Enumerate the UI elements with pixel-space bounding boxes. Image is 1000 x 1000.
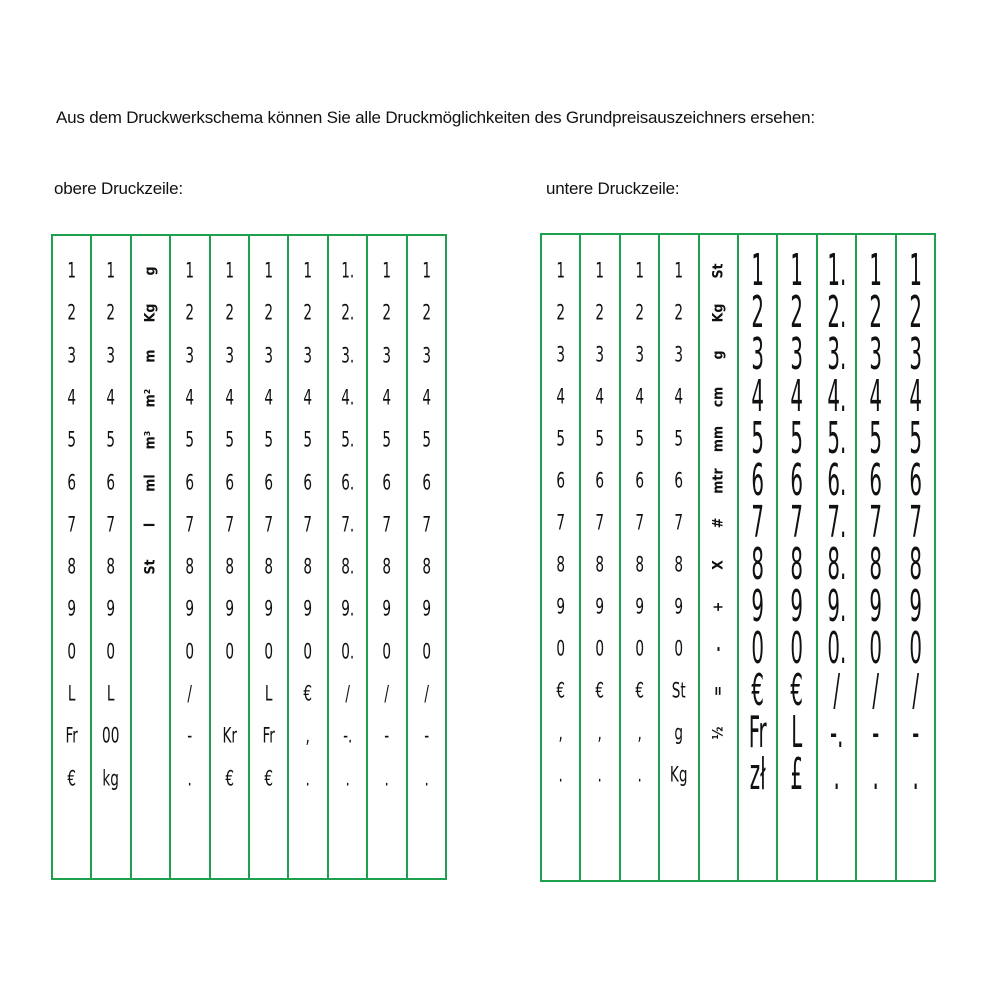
print-character: 4 <box>635 384 644 409</box>
lower-wheel-column <box>581 235 620 880</box>
print-character: 4 <box>869 371 883 422</box>
print-character: Fr <box>65 723 78 748</box>
print-character: ½ <box>710 726 727 740</box>
print-character: Fr <box>748 707 767 758</box>
print-character: 3 <box>422 343 431 368</box>
print-character: 7 <box>106 512 116 537</box>
print-character: g <box>674 720 684 745</box>
print-character: m <box>142 349 159 363</box>
print-character: £ <box>790 749 804 800</box>
print-character: € <box>790 665 804 716</box>
print-character: / <box>872 665 880 716</box>
upper-wheel-column <box>171 236 210 878</box>
print-character: 9 <box>422 596 431 621</box>
print-character: 4. <box>341 385 355 410</box>
print-character: 2. <box>341 300 355 325</box>
print-character: 2 <box>185 300 195 325</box>
print-character: 4 <box>224 385 234 410</box>
print-character: 8 <box>790 539 804 590</box>
print-character: 3 <box>106 343 116 368</box>
print-character: 7. <box>827 497 847 548</box>
print-character: - <box>384 723 390 748</box>
print-character: 6 <box>224 470 234 494</box>
print-character: 6 <box>264 470 274 494</box>
print-character: 1 <box>382 258 392 283</box>
print-character: 5 <box>185 427 195 452</box>
print-character: 9 <box>751 581 765 632</box>
upper-wheel-column <box>329 236 368 878</box>
print-character: 5. <box>827 413 847 464</box>
print-character: 4. <box>827 371 847 422</box>
print-character: m³ <box>142 430 159 450</box>
print-character: 2 <box>635 300 644 325</box>
print-character: 2 <box>674 300 684 325</box>
print-character: 8. <box>827 539 847 590</box>
print-character: ml <box>142 473 159 492</box>
print-character: kg <box>102 766 120 791</box>
print-character: / <box>187 681 193 706</box>
print-character: 0 <box>106 639 116 664</box>
print-character: 2. <box>827 287 847 338</box>
print-character: 3. <box>341 343 355 368</box>
print-character: 0 <box>751 623 765 674</box>
lower-wheel-column <box>739 235 778 880</box>
print-character: 6 <box>382 470 392 494</box>
print-character: = <box>710 685 727 697</box>
print-character: 2 <box>106 300 116 325</box>
print-character: 3 <box>869 329 883 380</box>
print-character: 7 <box>635 510 644 535</box>
print-character: € <box>556 678 566 703</box>
print-character: 2 <box>909 287 922 338</box>
upper-row-label: obere Druckzeile: <box>54 179 183 198</box>
print-character: . <box>637 762 642 787</box>
print-character: 0 <box>790 623 804 674</box>
lower-wheel-column <box>700 235 739 880</box>
print-character: 8 <box>67 554 77 579</box>
print-character: 00 <box>102 723 120 748</box>
lower-wheel-column <box>857 235 896 880</box>
print-character: 9 <box>595 594 605 619</box>
print-character: 1 <box>869 245 883 296</box>
print-character: m² <box>142 388 159 408</box>
print-character: Fr <box>262 723 275 748</box>
print-character: Kg <box>142 303 159 323</box>
print-character: 3 <box>556 342 566 367</box>
print-character: 3 <box>224 343 234 368</box>
print-character: 9 <box>556 594 566 619</box>
print-character: 8. <box>341 554 355 579</box>
print-character: - <box>710 646 727 652</box>
print-character: 2 <box>790 287 804 338</box>
print-character: 9. <box>341 596 355 621</box>
print-character: 3 <box>909 329 922 380</box>
print-character: 1 <box>595 258 605 283</box>
print-character: 9 <box>106 596 116 621</box>
print-character: 6. <box>341 470 355 494</box>
print-character: 6 <box>67 470 77 494</box>
print-character: . <box>597 762 603 787</box>
print-character: 1 <box>106 258 116 283</box>
print-character: 0 <box>67 639 77 664</box>
print-character: 3 <box>67 343 77 368</box>
print-character: 6 <box>674 468 684 493</box>
lower-wheel-column <box>818 235 857 880</box>
print-character: 4 <box>67 385 77 410</box>
print-character: 7 <box>595 510 605 535</box>
lower-wheel-column <box>621 235 660 880</box>
print-character: 6 <box>556 468 566 493</box>
print-character: 7 <box>303 512 313 537</box>
print-character: 0 <box>635 636 644 661</box>
print-character: 2 <box>422 300 431 325</box>
print-character: 0 <box>224 639 234 664</box>
print-character: 6 <box>422 470 431 494</box>
print-character: 1 <box>67 258 77 283</box>
print-character: L <box>264 681 273 706</box>
print-character: -. <box>829 707 844 758</box>
print-character: 6 <box>185 470 195 494</box>
print-character: 4 <box>106 385 116 410</box>
print-character: 2 <box>303 300 313 325</box>
print-character: - <box>872 707 880 758</box>
print-character: 8 <box>185 554 195 579</box>
print-character: mm <box>710 425 727 453</box>
print-character: 6 <box>595 468 605 493</box>
print-character: 2 <box>382 300 392 325</box>
print-character: 1. <box>341 258 355 283</box>
upper-wheel-column <box>92 236 131 878</box>
print-character: 9 <box>635 594 644 619</box>
print-character: 9 <box>224 596 234 621</box>
upper-wheel-column <box>132 236 171 878</box>
print-character: 5 <box>635 426 644 451</box>
print-character: 7 <box>264 512 274 537</box>
print-character: . <box>384 766 390 791</box>
print-character: - <box>423 723 429 748</box>
print-character: 0 <box>595 636 605 661</box>
print-character: / <box>912 665 919 716</box>
print-character: 7 <box>382 512 392 537</box>
print-character: St <box>671 678 686 703</box>
print-character: 8 <box>303 554 313 579</box>
print-character: 6 <box>106 470 116 494</box>
print-character: 6 <box>790 455 804 506</box>
print-character: - <box>187 723 193 748</box>
print-character: € <box>635 678 644 703</box>
print-character: 3 <box>674 342 684 367</box>
print-character: 4 <box>909 371 922 422</box>
print-character: . <box>187 766 193 791</box>
print-character: 5 <box>106 427 116 452</box>
upper-wheel-column <box>211 236 250 878</box>
print-character: 7 <box>790 497 804 548</box>
print-character: 1 <box>751 245 765 296</box>
print-character: 3 <box>751 329 765 380</box>
print-character: 5 <box>790 413 804 464</box>
print-character: + <box>710 601 727 613</box>
print-character: 8 <box>595 552 605 577</box>
print-character: 4 <box>595 384 605 409</box>
lower-row-label: untere Druckzeile: <box>546 179 680 198</box>
print-character: 0 <box>382 639 392 664</box>
print-character: L <box>791 707 803 758</box>
print-character: 2 <box>224 300 234 325</box>
print-character: g <box>710 350 727 360</box>
print-character: 1 <box>556 258 566 283</box>
print-character: € <box>303 681 313 706</box>
upper-wheel-column <box>53 236 92 878</box>
print-character: 2 <box>264 300 274 325</box>
print-character: 0. <box>341 639 355 664</box>
print-character: St <box>710 263 727 279</box>
upper-print-row-panel <box>51 234 447 880</box>
print-character: 9 <box>674 594 684 619</box>
print-character: 7 <box>556 510 566 535</box>
print-character: 5 <box>909 413 922 464</box>
print-character: 7 <box>185 512 195 537</box>
print-character: 6 <box>303 470 313 494</box>
print-character: 5 <box>382 427 392 452</box>
intro-text: Aus dem Druckwerkschema können Sie alle Druckmöglichkeiten des Grundpreisauszeichners ersehen: <box>56 108 815 127</box>
print-character: 3 <box>790 329 804 380</box>
print-character: cm <box>710 386 727 408</box>
print-character: 7 <box>224 512 234 537</box>
print-character: g <box>142 266 159 276</box>
print-character: 8 <box>674 552 684 577</box>
print-character: 9 <box>185 596 195 621</box>
print-character: . <box>345 766 350 791</box>
print-character: 4 <box>264 385 274 410</box>
print-character: 9. <box>827 581 847 632</box>
print-character: 2 <box>67 300 77 325</box>
print-character: 9 <box>303 596 313 621</box>
print-character: 9 <box>790 581 804 632</box>
print-character: 3 <box>264 343 274 368</box>
print-character: 3 <box>595 342 605 367</box>
print-character: 5 <box>595 426 605 451</box>
print-character: Kg <box>710 303 727 323</box>
print-character: 1 <box>264 258 274 283</box>
print-character: 7 <box>751 497 765 548</box>
print-character: zł <box>749 749 766 800</box>
print-character: 4 <box>185 385 195 410</box>
print-character: , <box>305 723 311 748</box>
print-character: 0 <box>556 636 566 661</box>
upper-wheel-column <box>250 236 289 878</box>
print-character: 8 <box>224 554 234 579</box>
print-character: 0 <box>264 639 274 664</box>
print-character: 0 <box>674 636 684 661</box>
print-character: 9 <box>382 596 392 621</box>
print-character: 3 <box>185 343 195 368</box>
lower-wheel-column <box>660 235 699 880</box>
print-character: 6 <box>869 455 883 506</box>
print-character: 4 <box>674 384 684 409</box>
print-character: / <box>345 681 350 706</box>
print-character: X <box>710 560 727 570</box>
print-character: 5 <box>869 413 883 464</box>
print-character: 8 <box>264 554 274 579</box>
print-character: 1. <box>827 245 847 296</box>
print-character: 1 <box>422 258 431 283</box>
print-character: 1 <box>909 245 922 296</box>
print-character: 9 <box>869 581 883 632</box>
print-character: 7 <box>674 510 684 535</box>
print-character: 1 <box>224 258 234 283</box>
print-character: 0 <box>869 623 883 674</box>
print-character: 5 <box>264 427 274 452</box>
print-character: L <box>67 681 76 706</box>
print-character: / <box>384 681 390 706</box>
print-character: 8 <box>869 539 883 590</box>
print-character: 2 <box>869 287 883 338</box>
print-character: 8 <box>106 554 116 579</box>
print-character: . <box>833 749 840 800</box>
upper-wheel-column <box>408 236 445 878</box>
print-character: 8 <box>382 554 392 579</box>
print-character: 5 <box>674 426 684 451</box>
print-character: 1 <box>635 258 644 283</box>
print-character: 9 <box>67 596 77 621</box>
print-character: € <box>595 678 605 703</box>
print-character: € <box>67 766 77 791</box>
print-character: 5 <box>556 426 566 451</box>
print-character: 6 <box>635 468 644 493</box>
print-character: -. <box>342 723 353 748</box>
print-character: 5 <box>303 427 313 452</box>
print-character: 8 <box>635 552 644 577</box>
print-character: 3 <box>303 343 313 368</box>
print-character: Kg <box>670 762 688 787</box>
print-character: 0 <box>185 639 195 664</box>
print-character: € <box>264 766 274 791</box>
upper-wheel-column <box>368 236 407 878</box>
print-character: 4 <box>303 385 313 410</box>
print-character: 4 <box>422 385 431 410</box>
lower-wheel-column <box>542 235 581 880</box>
print-character: 0 <box>909 623 922 674</box>
print-character: . <box>872 749 880 800</box>
print-character: 5. <box>341 427 355 452</box>
print-character: . <box>424 766 429 791</box>
print-character: 1 <box>790 245 804 296</box>
upper-wheel-column <box>289 236 328 878</box>
print-character: 3 <box>382 343 392 368</box>
print-character: 7. <box>341 512 355 537</box>
print-character: 9 <box>909 581 922 632</box>
print-character: 6 <box>751 455 765 506</box>
print-character: 2 <box>556 300 566 325</box>
print-character: mtr <box>710 468 727 494</box>
print-character: 8 <box>556 552 566 577</box>
print-character: 4 <box>790 371 804 422</box>
print-character: , <box>597 720 603 745</box>
print-character: 0. <box>827 623 847 674</box>
print-character: . <box>558 762 563 787</box>
print-character: 5 <box>224 427 234 452</box>
print-character: , <box>637 720 642 745</box>
print-character: . <box>912 749 919 800</box>
lower-print-row-panel <box>540 233 936 882</box>
print-character: 2 <box>595 300 605 325</box>
print-character: . <box>305 766 311 791</box>
print-character: 5 <box>67 427 77 452</box>
print-character: 9 <box>264 596 274 621</box>
print-character: 4 <box>556 384 566 409</box>
print-character: l <box>142 522 159 527</box>
print-character: 1 <box>185 258 195 283</box>
print-character: 5 <box>422 427 431 452</box>
print-character: 5 <box>751 413 765 464</box>
print-character: 1 <box>674 258 684 283</box>
lower-wheel-column <box>778 235 817 880</box>
print-character: 6 <box>909 455 922 506</box>
print-character: / <box>424 681 429 706</box>
print-character: , <box>558 720 563 745</box>
print-character: 4 <box>751 371 765 422</box>
print-character: 8 <box>751 539 765 590</box>
print-character: Kr <box>222 723 237 748</box>
lower-wheel-column <box>897 235 934 880</box>
print-character: 0 <box>422 639 431 664</box>
print-character: 1 <box>303 258 313 283</box>
print-character: 8 <box>909 539 922 590</box>
print-character: 6. <box>827 455 847 506</box>
print-character: / <box>833 665 840 716</box>
print-character: 3. <box>827 329 847 380</box>
print-character: 7 <box>909 497 922 548</box>
print-character: 2 <box>751 287 765 338</box>
print-character: L <box>107 681 115 706</box>
print-character: St <box>142 559 159 575</box>
print-character: 7 <box>422 512 431 537</box>
print-character: - <box>911 707 919 758</box>
print-character: 8 <box>422 554 431 579</box>
print-character: 0 <box>303 639 313 664</box>
print-character: 7 <box>869 497 883 548</box>
print-character: 4 <box>382 385 392 410</box>
print-character: # <box>710 517 727 529</box>
print-character: € <box>751 665 765 716</box>
print-character: 3 <box>635 342 644 367</box>
print-character: 7 <box>67 512 77 537</box>
print-character: € <box>224 766 234 791</box>
